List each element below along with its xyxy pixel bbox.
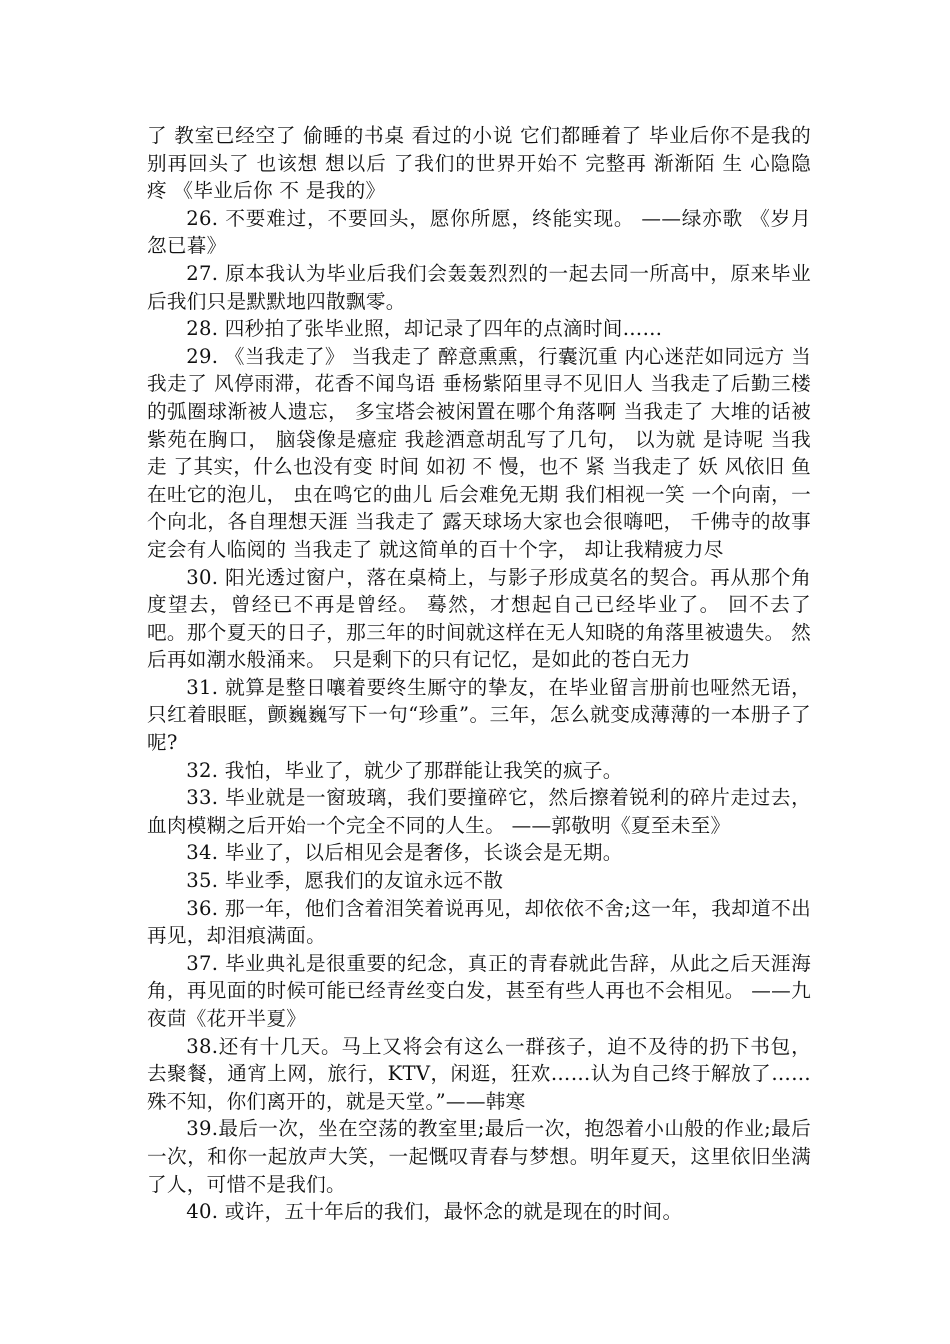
paragraph-36: 36. 那一年，他们含着泪笑着说再见，却依依不舍;这一年，我却道不出再见，却泪痕满面。 — [147, 896, 811, 948]
paragraph-37: 37. 毕业典礼是很重要的纪念，真正的青春就此告辞，从此之后天涯海角，再见面的时候可能已经青丝变白发，甚至有些人再也不会相见。 ——九夜茴《花开半夏》 — [147, 951, 811, 1030]
paragraph-27: 27. 原本我认为毕业后我们会轰轰烈烈的一起去同一所高中，原来毕业后我们只是默默地四散飘零。 — [147, 261, 811, 313]
paragraph-31: 31. 就算是整日嚷着要终生厮守的挚友，在毕业留言册前也哑然无语，只红着眼眶，颤巍巍写下一句“珍重”。三年，怎么就变成薄薄的一本册子了呢? — [147, 675, 811, 755]
paragraph-26: 26. 不要难过，不要回头，愿你所愿，终能实现。 ——绿亦歌 《岁月忽已暮》 — [147, 206, 811, 258]
paragraph-39: 39.最后一次，坐在空荡的教室里;最后一次，抱怨着小山般的作业;最后一次，和你一起放声大笑，一起慨叹青春与梦想。明年夏天，这里依旧坐满了人，可惜不是我们。 — [147, 1117, 811, 1196]
paragraph-38: 38.还有十几天。马上又将会有这么一群孩子，迫不及待的扔下书包，去聚餐，通宵上网，旅行，KTV，闲逛，狂欢……认为自己终于解放了……殊不知，你们离开的，就是天堂。”——韩寒 — [147, 1034, 811, 1113]
paragraph-28: 28. 四秒拍了张毕业照，却记录了四年的点滴时间…… — [186, 317, 663, 341]
paragraph-30: 30. 阳光透过窗户，落在桌椅上，与影子形成莫名的契合。再从那个角度望去，曾经已不再是曾经。 蓦然，才想起自己已经毕业了。 回不去了吧。那个夏天的日子，那三年的时间就这样在无人知晓的角落里被遗失。 然后再如潮水般涌来。 只是剩下的只有记忆，是如此的苍白无力 — [147, 565, 811, 672]
document-body — [147, 122, 811, 1226]
paragraph-continuation: 了 教室已经空了 偷睡的书桌 看过的小说 它们都睡着了 毕业后你不是我的 别再回头了 也该想 想以后 了我们的世界开始不 完整再 渐渐陌 生 心隐隐 疼 《毕业后你 不 是我的》 — [147, 124, 811, 203]
paragraph-34: 34. 毕业了，以后相见会是奢侈，长谈会是无期。 — [186, 841, 623, 865]
paragraph-40: 40. 或许，五十年后的我们，最怀念的就是现在的时间。 — [186, 1200, 683, 1224]
paragraph-35: 35. 毕业季，愿我们的友谊永远不散 — [186, 869, 504, 893]
paragraph-29: 29. 《当我走了》 当我走了 醉意熏熏，行囊沉重 内心迷茫如同远方 当我走了 风停雨滞，花香不闻鸟语 垂杨紫陌里寻不见旧人 当我走了后勤三楼的弧圈球渐被人遗忘， 多宝塔会被闲置在哪个角落啊 当我走了 大堆的话被紫苑在胸口， 脑袋像是癔症 我趁酒意胡乱写了几句， 以为就 是诗呢 当我走 了其实，什么也没有变 时间 如初 不 慢，也不 紧 当我走了 妖 风依旧 鱼在吐它的泡儿， 虫在鸣它的曲儿 后会难免无期 我们相视一笑 一个向南，一个向北，各自理想天涯 当我走了 露天球场大家也会很嗨吧， 千佛寺的故事定会有人临阅的 当我走了 就这简单的百十个字， 却让我精疲力尽 — [147, 344, 811, 561]
paragraph-33: 33. 毕业就是一窗玻璃，我们要撞碎它，然后擦着锐利的碎片走过去，血肉模糊之后开始一个完全不同的人生。 ——郭敬明《夏至未至》 — [147, 786, 811, 837]
paragraph-32: 32. 我怕，毕业了，就少了那群能让我笑的疯子。 — [186, 758, 623, 782]
